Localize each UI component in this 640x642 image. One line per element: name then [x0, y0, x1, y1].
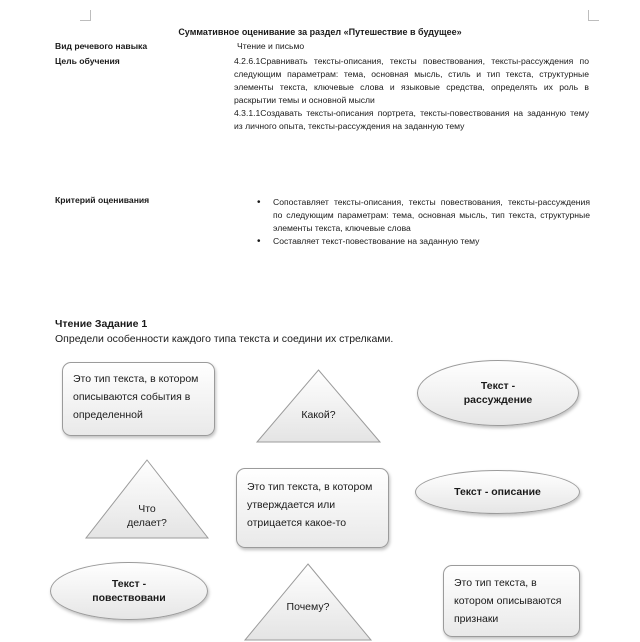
page-corner-mark	[588, 10, 599, 21]
learning-goal-2: 4.3.1.1Создавать тексты-описания портрета, тексты-повествования на заданную тему из личного опыта, тексты-рассуждения на заданную тему	[234, 108, 589, 131]
learning-goal-1: 4.2.6.1Сравнивать тексты-описания, тексты повествования, тексты-рассуждения по следующим параметрам: тема, основная мысль, стиль и тип текста, структурные элементы текста, ключевые слова и языковые средства, определять их роль в раскрытии темы и основной мысли	[234, 56, 589, 105]
triangle-which-label: Какой?	[301, 409, 336, 421]
triangle-does-label: Что делает?	[127, 503, 167, 529]
task-instruction: Определи особенности каждого типа текста и соедини их стрелками.	[55, 333, 394, 345]
box-affirmed-text: Это тип текста, в котором утверждается или отрицается какое-то	[247, 481, 373, 529]
triangle-does[interactable]	[84, 458, 210, 540]
triangle-which-shape	[255, 368, 382, 444]
triangle-why-label: Почему?	[286, 601, 330, 613]
box-events-definition[interactable]	[62, 362, 215, 436]
ellipse-narration-label: Текст - повествовани	[92, 578, 166, 604]
task-title: Чтение Задание 1	[55, 318, 148, 330]
criteria-item: • Сопоставляет тексты-описания, тексты повествования, тексты-рассуждения по следующим параметрам: тема, основная мысль, тип текста, структурные элементы текста, ключевые слова	[255, 196, 590, 235]
speech-skill-value: Чтение и письмо	[237, 41, 305, 51]
criteria-item: • Составляет текст-повествование на заданную тему	[255, 235, 590, 248]
ellipse-reasoning-label: Текст - рассуждение	[463, 380, 533, 406]
page-corner-mark	[80, 10, 91, 21]
ellipse-narration[interactable]	[50, 562, 208, 620]
ellipse-reasoning[interactable]	[417, 360, 579, 426]
triangle-which[interactable]	[255, 368, 382, 444]
speech-skill-label: Вид речевого навыка	[55, 41, 148, 51]
learning-goal-label: Цель обучения	[55, 56, 120, 66]
learning-goal-value	[234, 55, 589, 133]
box-features-text: Это тип текста, в котором описываются признаки	[454, 577, 562, 625]
ellipse-description[interactable]	[415, 470, 580, 514]
box-events-text: Это тип текста, в котором описываются события в определенной	[73, 373, 199, 421]
box-features-definition[interactable]	[443, 565, 580, 637]
criteria-list	[255, 196, 590, 248]
criteria-label: Критерий оценивания	[55, 195, 150, 205]
document-title: Суммативное оценивание за раздел «Путешествие в будущее»	[178, 27, 462, 37]
box-affirmed-definition[interactable]	[236, 468, 389, 548]
ellipse-description-label: Текст - описание	[454, 486, 541, 498]
triangle-why[interactable]	[243, 562, 373, 642]
